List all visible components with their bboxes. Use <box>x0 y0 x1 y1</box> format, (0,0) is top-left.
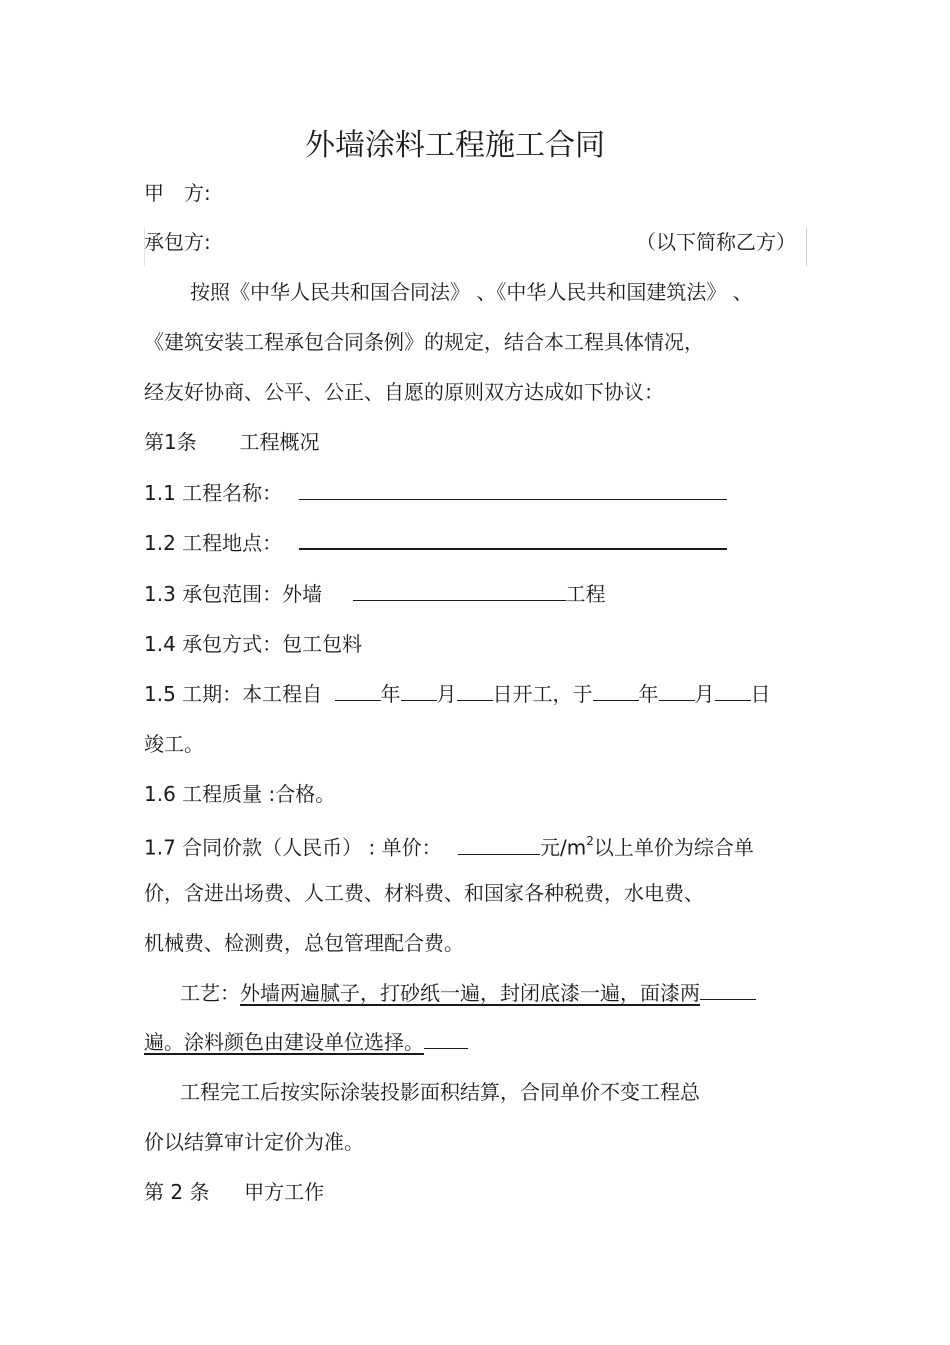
settlement-line-2: 价以结算审计定价为准。 <box>144 1130 364 1154</box>
scope-suffix: 工程 <box>565 582 606 606</box>
item-1-2 <box>144 530 727 556</box>
scope-blank[interactable] <box>353 582 566 601</box>
item-1-7-line-3: 机械费、检测费，总包管理配合费。 <box>144 931 464 955</box>
start-day-text: 日开工，于 <box>492 682 593 706</box>
start-month-text: 月 <box>436 682 457 706</box>
article-1-number: 第1条 <box>144 430 197 454</box>
article-2-title: 甲方工作 <box>244 1180 325 1204</box>
contractor-line <box>144 229 211 255</box>
item-1-5 <box>144 681 771 707</box>
margin-rule <box>806 228 807 266</box>
item-1-4: 1.4 承包方式：包工包料 <box>144 632 363 656</box>
item-1-6: 1.6 工程质量 :合格。 <box>144 782 336 806</box>
item-1-7 <box>144 830 754 861</box>
party-a-line <box>144 180 211 206</box>
price-unit: 元/m <box>539 835 587 860</box>
craft-text-2: 遍。涂料颜色由建设单位选择。 <box>144 1030 424 1054</box>
craft-label: 工艺： <box>180 981 240 1005</box>
end-day-blank[interactable] <box>715 682 751 701</box>
craft-line-2 <box>144 1029 468 1055</box>
craft-line-1 <box>180 980 756 1006</box>
project-name-label: 1.1 工程名称： <box>144 481 283 505</box>
item-1-7-line-2: 价，含进出场费、人工费、材料费、和国家各种税费，水电费、 <box>144 881 704 905</box>
preamble-line-1: 按照《中华人民共和国合同法》 、《中华人民共和国建筑法》 、 <box>190 280 753 304</box>
article-2-heading <box>144 1179 324 1205</box>
end-month-blank[interactable] <box>659 682 695 701</box>
article-1-heading <box>144 429 319 455</box>
end-year-blank[interactable] <box>593 682 639 701</box>
margin-rule-left <box>144 228 145 266</box>
unit-price-blank[interactable] <box>458 836 540 855</box>
start-year-blank[interactable] <box>335 682 381 701</box>
end-month-text: 月 <box>694 682 715 706</box>
price-unit-exponent: 2 <box>586 834 594 848</box>
price-note: 以上单价为综合单 <box>593 835 754 860</box>
contractor-abbrev: （以下简称乙方） <box>636 230 796 254</box>
party-a-label: 甲 方: <box>144 181 211 205</box>
preamble-line-2: 《建筑安装工程承包合同条例》的规定，结合本工程具体情况， <box>144 330 704 354</box>
price-label: 1.7 合同价款（人民币） : 单价： <box>144 835 442 860</box>
article-2-number: 第 2 条 <box>144 1180 210 1204</box>
article-1-title: 工程概况 <box>239 430 320 454</box>
craft-trailing-blank-2 <box>424 1030 468 1049</box>
contractor-label: 承包方: <box>144 230 211 254</box>
document-title: 外墙涂料工程施工合同 <box>305 128 605 163</box>
item-1-3 <box>144 581 606 607</box>
settlement-line-1: 工程完工后按实际涂装投影面积结算，合同单价不变工程总 <box>180 1080 700 1104</box>
project-location-blank[interactable] <box>299 530 727 550</box>
start-month-blank[interactable] <box>401 682 437 701</box>
end-day-text: 日 <box>750 682 771 706</box>
craft-text-1: 外墙两遍腻子，打砂纸一遍，封闭底漆一遍，面漆两 <box>240 981 700 1005</box>
item-1-1 <box>144 480 727 506</box>
preamble-line-3: 经友好协商、公平、公正、自愿的原则双方达成如下协议： <box>144 380 664 404</box>
scope-label: 1.3 承包范围：外墙 <box>144 582 323 606</box>
start-day-blank[interactable] <box>457 682 493 701</box>
project-name-blank[interactable] <box>299 481 727 500</box>
craft-trailing-blank <box>700 981 756 1000</box>
item-1-5-cont: 竣工。 <box>144 732 204 756</box>
end-year-text: 年 <box>638 682 659 706</box>
project-location-label: 1.2 工程地点： <box>144 531 283 555</box>
schedule-label: 1.5 工期：本工程自 <box>144 682 323 706</box>
start-year-text: 年 <box>380 682 401 706</box>
